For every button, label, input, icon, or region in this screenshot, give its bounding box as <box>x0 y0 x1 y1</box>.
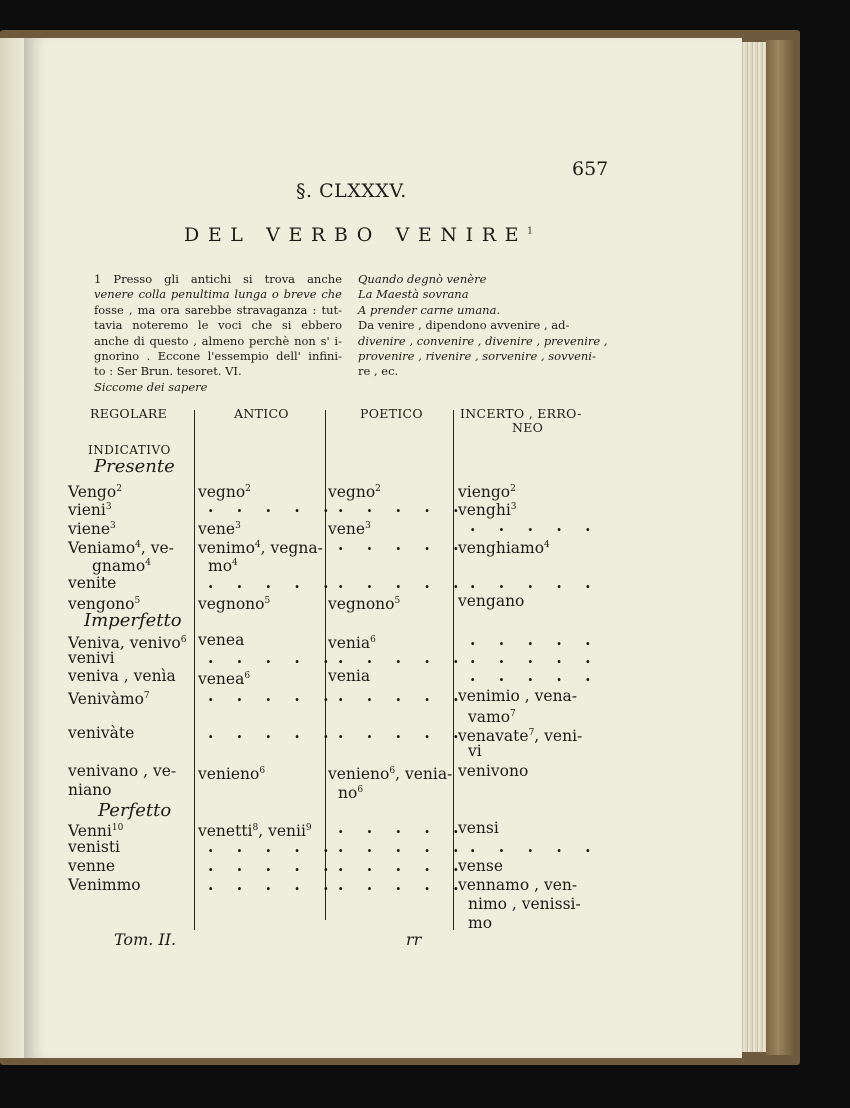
table-cell: niano <box>68 781 112 799</box>
ellipsis-cell: . . . . . <box>338 856 468 875</box>
table-cell: vegnono$^5$ <box>198 595 271 614</box>
table-cell: venia <box>328 667 371 685</box>
ellipsis-cell: . . . . . <box>208 497 338 516</box>
table-cell: venivono <box>458 762 529 780</box>
table-cell: gnamo$^4$ <box>92 557 151 576</box>
footnote-line: venere colla penultima lunga o breve che <box>94 287 342 302</box>
ellipsis-cell: . . . . . <box>470 630 600 649</box>
column-header-incerto-cont: NEO <box>512 420 544 435</box>
footnote-line: provenire , rivenire , sorvenire , sovveni- <box>358 349 596 364</box>
column-rule <box>194 410 195 930</box>
book-page <box>24 38 742 1058</box>
ellipsis-cell: . . . . . <box>208 875 338 894</box>
footnote-line: A prender carne umana. <box>358 302 501 317</box>
cover-edge-right <box>766 40 796 1055</box>
footnote-left <box>94 272 342 395</box>
ellipsis-cell: . . . . . <box>470 516 600 535</box>
ellipsis-cell: . . . . . <box>338 535 468 554</box>
table-cell: venisti <box>68 838 121 856</box>
footnote-line: Quando degnò venère <box>358 272 487 286</box>
tense-label: Perfetto <box>98 800 172 821</box>
table-cell: vengono$^5$ <box>68 595 141 614</box>
ellipsis-cell: . . . . . <box>338 723 468 742</box>
tense-label: Presente <box>94 456 175 477</box>
table-cell: vamo$^7$ <box>468 708 516 727</box>
footer-volume: Tom. II. <box>114 930 177 949</box>
tense-label: Imperfetto <box>84 610 182 631</box>
footnote-line: anche di questo , almeno perchè non s' i- <box>94 333 342 348</box>
ellipsis-cell: . . . . . <box>338 648 468 667</box>
table-cell: $no^6$ <box>338 784 364 803</box>
section-number: §. CLXXXV. <box>296 180 407 202</box>
ellipsis-cell: . . . . . <box>208 686 338 705</box>
left-page-edge <box>0 38 26 1058</box>
table-cell: venimo$^4$, vegna- <box>198 539 323 558</box>
table-cell: venghiamo$^4$ <box>458 539 550 558</box>
table-cell: vene$^3$ <box>198 520 241 539</box>
ellipsis-cell: . . . . . <box>470 573 600 592</box>
table-cell: venivi <box>68 649 115 667</box>
table-cell: nimo , venissi- <box>468 895 581 913</box>
footnote-line: divenire , convenire , divenire , prevenire , <box>358 333 608 348</box>
footnote-line: to : Ser Brun. tesoret. VI. <box>94 364 242 379</box>
table-cell: venghi$^3$ <box>458 501 517 520</box>
table-cell: vene$^3$ <box>328 520 371 539</box>
table-cell: vennamo , ven- <box>458 876 578 894</box>
table-cell: venia$^6$ <box>328 634 376 653</box>
table-cell: vensi <box>458 819 499 837</box>
footnote-line: fosse , ma ora sarebbe stravaganza : tut- <box>94 302 342 317</box>
page-title: DEL VERBO VENIRE$^1$ <box>184 224 533 246</box>
table-cell: viengo$^2$ <box>458 483 516 502</box>
table-cell: vense <box>458 857 504 875</box>
footer-signature: rr <box>406 930 422 949</box>
footnote-line: La Maestà sovrana <box>358 287 469 302</box>
table-cell: venimio , vena- <box>458 687 578 705</box>
column-header-antico: ANTICO <box>234 406 289 421</box>
column-header-incerto: INCERTO , ERRO- <box>460 406 582 421</box>
ellipsis-cell: . . . . . <box>338 573 468 592</box>
table-cell: venite <box>68 574 117 592</box>
table-cell: Venivàmo$^7$ <box>68 690 150 709</box>
ellipsis-cell: . . . . . <box>208 648 338 667</box>
table-cell: $mo^4$ <box>208 557 238 576</box>
table-cell: venivàte <box>68 724 135 742</box>
table-cell: venne <box>68 857 116 875</box>
title-note-mark: 1 <box>527 226 533 237</box>
ellipsis-cell: . . . . . <box>338 497 468 516</box>
table-cell: vegno$^2$ <box>198 483 251 502</box>
table-cell: venieno$^6$, venia- <box>328 765 453 784</box>
ellipsis-cell: . . . . . <box>338 818 468 837</box>
table-cell: venivano , ve- <box>68 762 177 780</box>
ellipsis-cell: . . . . . <box>338 837 468 856</box>
table-cell: venea <box>198 631 245 649</box>
footnote-line: tavia noteremo le voci che si ebbero <box>94 318 342 333</box>
ellipsis-cell: . . . . . <box>208 856 338 875</box>
ellipsis-cell: . . . . . <box>338 686 468 705</box>
footnote-line: Siccome dei sapere <box>94 379 208 394</box>
ellipsis-cell: . . . . . <box>470 666 600 685</box>
table-cell: venea$^6$ <box>198 670 251 689</box>
ellipsis-cell: . . . . . <box>338 875 468 894</box>
footnote-line: gnorino . Eccone l'essempio dell' infini- <box>94 349 342 364</box>
table-cell: Venni$^{10}$ <box>68 822 124 841</box>
table-cell: vieni$^3$ <box>68 501 112 520</box>
table-cell: Veniamo$^4$, ve- <box>68 539 174 558</box>
table-cell: vengano <box>458 592 525 610</box>
footnote-right <box>358 272 608 380</box>
ellipsis-cell: . . . . . <box>208 837 338 856</box>
column-header-poetico: POETICO <box>360 406 423 421</box>
table-cell: vegno$^2$ <box>328 483 381 502</box>
table-cell: vi <box>468 742 482 760</box>
ellipsis-cell: . . . . . <box>208 573 338 592</box>
table-cell: venieno$^6$ <box>198 765 266 784</box>
table-cell: venavate$^7$, veni- <box>458 727 583 746</box>
table-cell: Vengo$^2$ <box>68 483 122 502</box>
table-cell: vegnono$^5$ <box>328 595 401 614</box>
table-cell: mo <box>468 914 493 932</box>
table-cell: Venimmo <box>68 876 141 894</box>
ellipsis-cell: . . . . . <box>470 648 600 667</box>
table-cell: Veniva, venivo$^6$ <box>68 634 187 653</box>
ellipsis-cell: . . . . . <box>208 723 338 742</box>
column-header-regolare: REGOLARE <box>90 406 168 421</box>
table-cell: venetti$^8$, venii$^9$ <box>198 822 312 841</box>
footnote-line: 1 Presso gli antichi si trova anche <box>94 272 342 286</box>
table-cell: viene$^3$ <box>68 520 116 539</box>
footnote-line: Da venire , dipendono avvenire , ad- <box>358 318 570 333</box>
mood-label: INDICATIVO <box>88 443 171 457</box>
table-cell: veniva , venìa <box>68 667 176 685</box>
footnote-line: re , ec. <box>358 364 399 379</box>
ellipsis-cell: . . . . . <box>470 837 600 856</box>
page-number: 657 <box>572 158 609 180</box>
page-fore-edges <box>740 42 768 1052</box>
